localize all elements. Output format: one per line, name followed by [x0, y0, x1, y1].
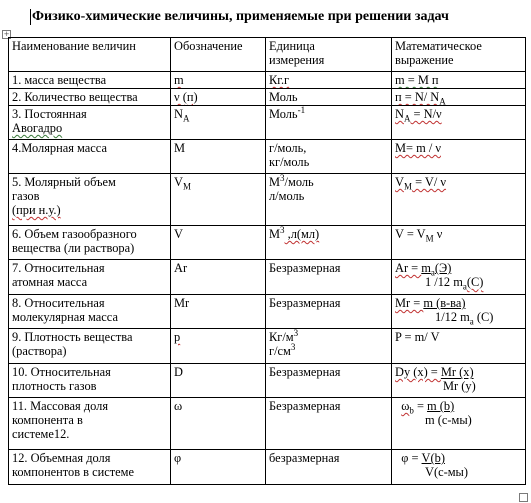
cell-name: 10. Относительная плотность газов	[9, 364, 171, 398]
cell-symbol: V	[171, 226, 266, 260]
cell-unit: $Кг/м^3$ $г/см^3$	[266, 329, 392, 364]
cell-unit: Безразмерная	[266, 295, 392, 329]
cell-symbol: ν (п)	[171, 89, 266, 106]
table-row	[9, 72, 526, 89]
cell-unit: Моль$^{-1}$	[266, 106, 392, 140]
cell-unit: безразмерная	[266, 450, 392, 485]
cell-formula: $\omega_b = m$ (b) m (c-мы)	[392, 398, 526, 450]
cell-formula: φ = V(b) V(c-мы)	[392, 450, 526, 485]
header-formula: Математическое выражение	[392, 38, 526, 72]
table-row	[9, 140, 526, 174]
table-row	[9, 89, 526, 106]
cell-formula: M= m / ν	[392, 140, 526, 174]
cell-formula: $N_A = N/\nu$	[392, 106, 526, 140]
table-row	[9, 106, 526, 140]
cell-symbol: p	[171, 329, 266, 364]
cell-unit: г/моль, кг/моль	[266, 140, 392, 174]
cell-name: 5. Молярный объем газов (при н.у.)	[9, 174, 171, 226]
cell-unit: Безразмерная	[266, 260, 392, 295]
table-row	[9, 260, 526, 295]
table-row	[9, 174, 526, 226]
header-unit: Единица измерения	[266, 38, 392, 72]
cell-unit: Кг.г	[266, 72, 392, 89]
cell-unit: Безразмерная	[266, 398, 392, 450]
cell-formula: $Ar = m_a(Э)$ 1 /12 $m_a(C)$	[392, 260, 526, 295]
cell-symbol: $V_M$	[171, 174, 266, 226]
cell-name: 3. Постоянная Авогадро	[9, 106, 171, 140]
cell-formula: Mr = m (в-ва) 1/12 $m_a$ (C)	[392, 295, 526, 329]
table-row	[9, 295, 526, 329]
cell-unit: $M^3$ ,л(мл)	[266, 226, 392, 260]
cell-formula: $V = V_M$ ν	[392, 226, 526, 260]
header-symbol: Обозначение	[171, 38, 266, 72]
cell-formula: m = M п	[392, 72, 526, 89]
cell-symbol: m	[171, 72, 266, 89]
table-row	[9, 450, 526, 485]
cell-name: 1. масса вещества	[9, 72, 171, 89]
table-resize-handle-icon[interactable]	[519, 493, 528, 502]
cell-name: 4.Молярная масса	[9, 140, 171, 174]
cell-symbol: φ	[171, 450, 266, 485]
cell-name: 9. Плотность вещества (раствора)	[9, 329, 171, 364]
quantities-table	[8, 37, 526, 485]
table-row	[9, 329, 526, 364]
cell-name: 8. Относительная молекулярная масса	[9, 295, 171, 329]
cell-name: 12. Объемная доля компонентов в системе	[9, 450, 171, 485]
table-row	[9, 364, 526, 398]
cell-symbol: D	[171, 364, 266, 398]
cell-name: 7. Относительная атомная масса	[9, 260, 171, 295]
table-move-handle-icon[interactable]: +	[3, 30, 10, 38]
cell-name: 6. Объем газообразного вещества (ли раствора)	[9, 226, 171, 260]
cell-name: 2. Количество вещества	[9, 89, 171, 106]
table-header-row	[9, 38, 526, 72]
cell-unit: Безразмерная	[266, 364, 392, 398]
cell-unit: Моль	[266, 89, 392, 106]
table-row	[9, 398, 526, 450]
text-cursor	[30, 9, 31, 25]
cell-symbol: M	[171, 140, 266, 174]
cell-symbol: ω	[171, 398, 266, 450]
table-row	[9, 226, 526, 260]
cell-unit: $M^3$/моль л/моль	[266, 174, 392, 226]
page-title: Физико-химические величины, применяемые при решении задач	[32, 9, 449, 24]
cell-formula: п = N/ $N_A$	[392, 89, 526, 106]
cell-symbol: Ar	[171, 260, 266, 295]
cell-formula: Dy (x) = Mr (x) Mr (y)	[392, 364, 526, 398]
cell-name: 11. Массовая доля компонента в системе12.	[9, 398, 171, 450]
cell-symbol: Mr	[171, 295, 266, 329]
cell-formula: $V_M = V/$ ν	[392, 174, 526, 226]
header-name: Наименование величин	[9, 38, 171, 72]
cell-symbol: $N_A$	[171, 106, 266, 140]
cell-formula: P = m/ V	[392, 329, 526, 364]
